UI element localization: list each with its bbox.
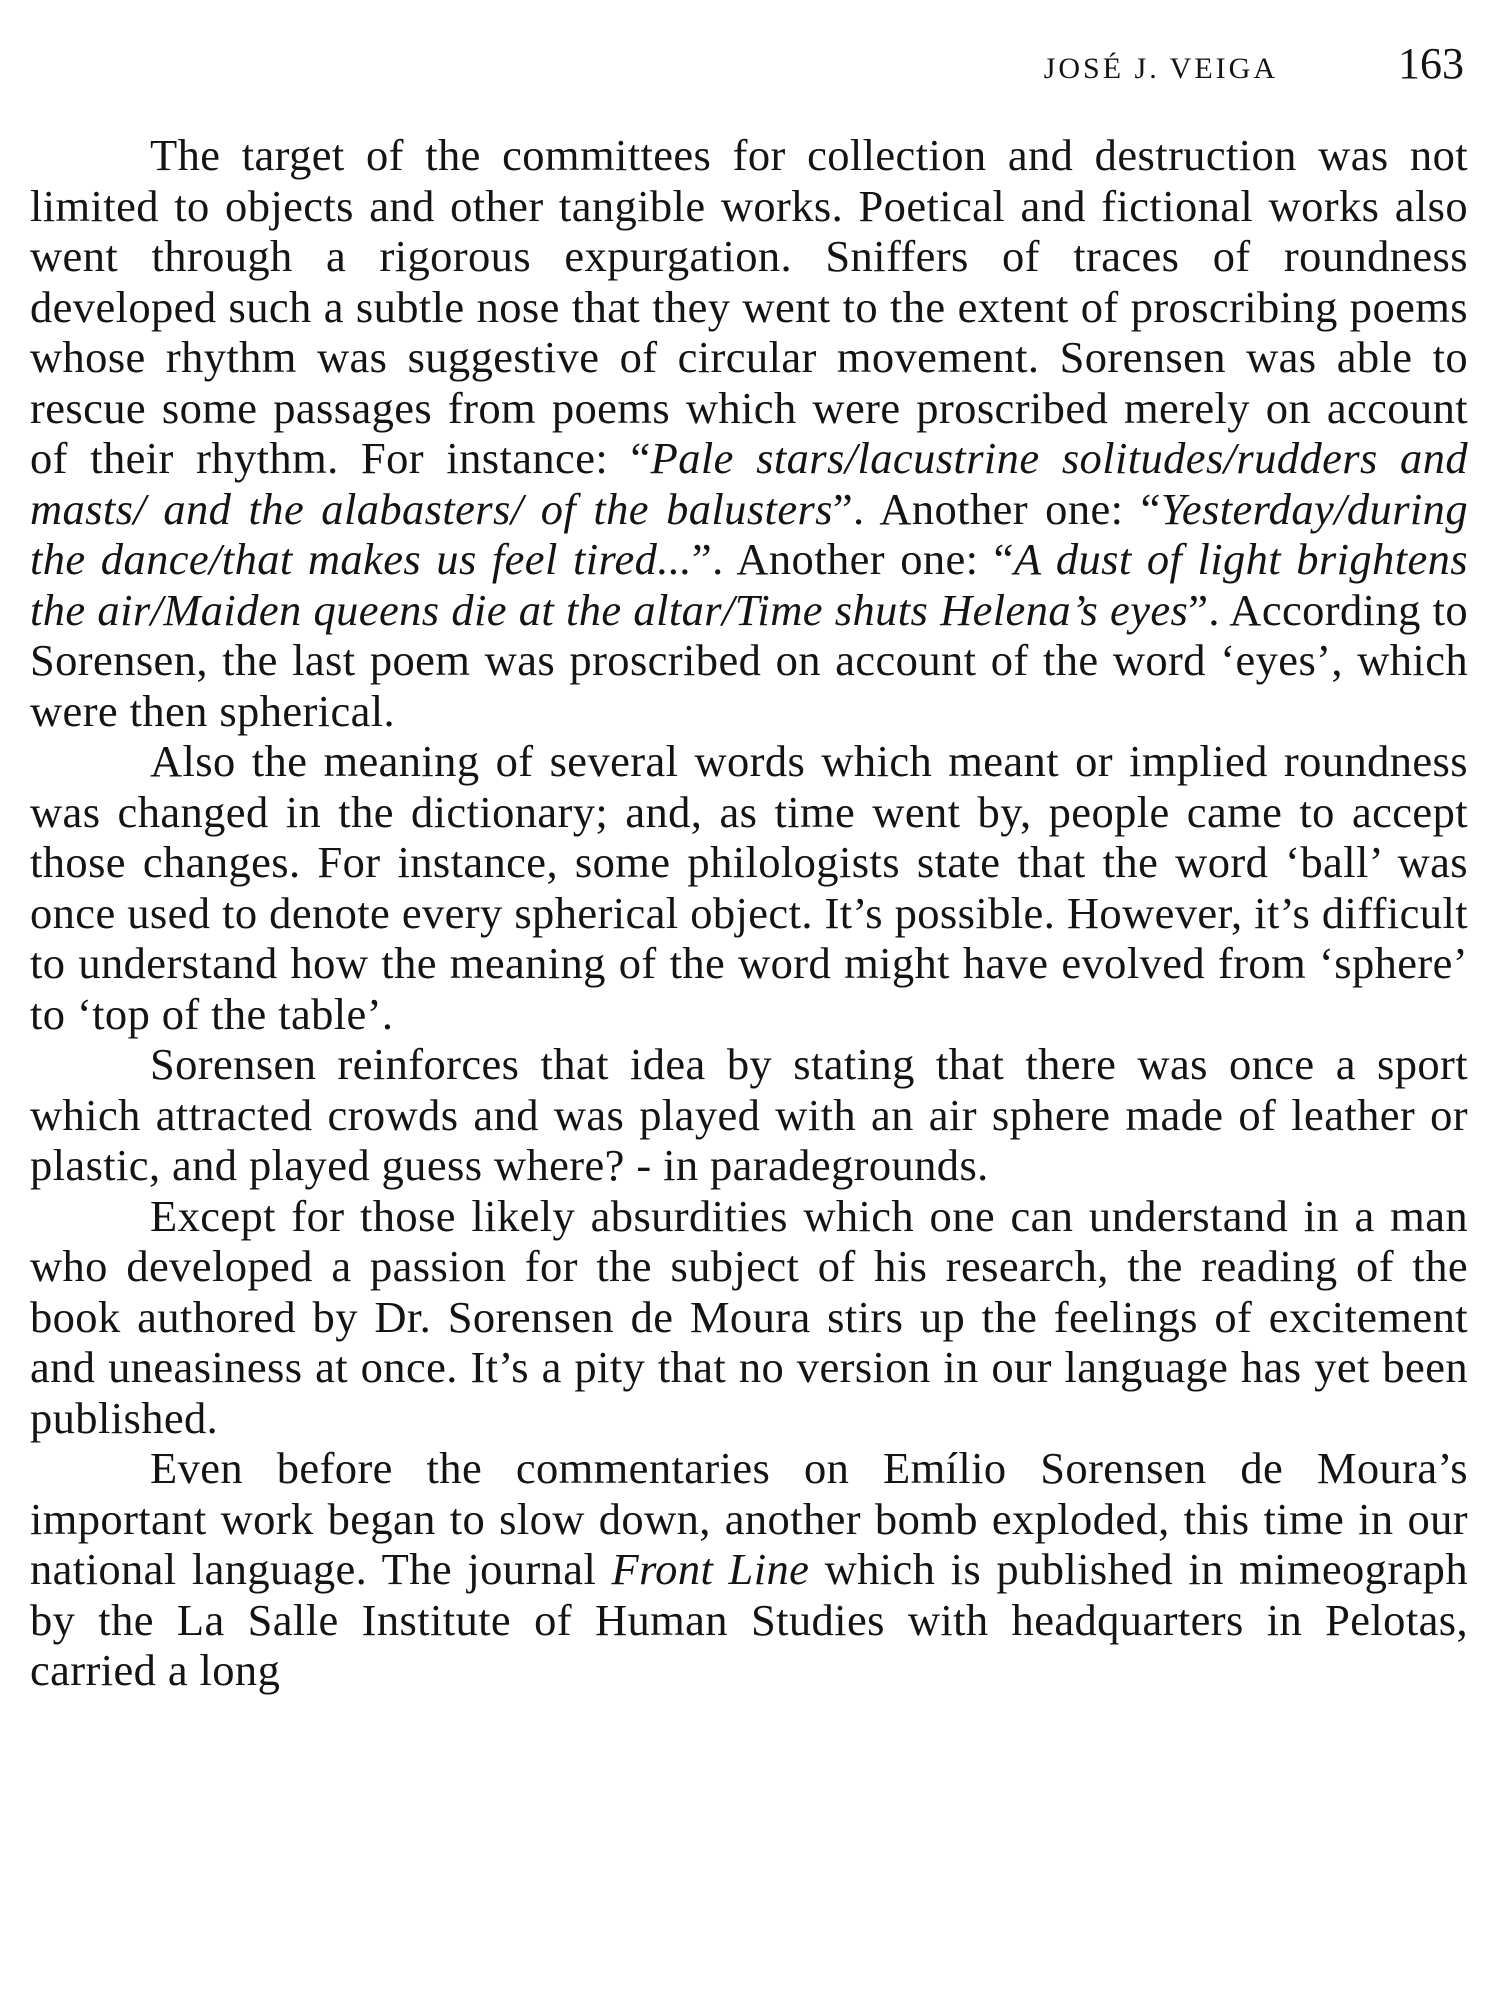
- text-run: The target of the committees for collection and destruction was not limited to objects and other tangible works. Poetical and fictional works also went through a rigorous expurgation. Sniffers of traces of roundness developed such a subtle nose that they went to the extent of proscribing poems whose rhythm was suggestive of circular movement. Sorensen was able to rescue some passages from poems which were proscribed merely on account of their rhythm. For instance: “: [30, 130, 1468, 483]
- body-text: [30, 130, 1468, 1696]
- text-run: which is published in mimeograph by the La Salle Institute of Human Studies with headquarters in Pelotas, carried a long: [30, 1544, 1468, 1695]
- text-run: ”. According to Sorensen, the last poem was proscribed on account of the word ‘eyes’, which were then spherical.: [30, 584, 1468, 736]
- paragraph-3: [30, 1039, 1468, 1191]
- text-run: ”. Another one: “: [691, 534, 1014, 584]
- running-head-author: JOSÉ J. VEIGA: [1043, 52, 1278, 85]
- paragraph-4: [30, 1191, 1468, 1444]
- text-run: Even before the commentaries on Emílio Sorensen de Moura’s important work began to slow down, another bomb exploded, this time in our national language. The journal: [30, 1443, 1468, 1594]
- poem-quote-2: Yesterday/during the dance/that makes us feel tired...: [30, 483, 1468, 584]
- text-run: Sorensen reinforces that idea by stating that there was once a sport which attracted crowds and was played with an air sphere made of leather or plastic, and played guess where? - in paradegrounds.: [30, 1039, 1468, 1190]
- poem-quote-1: Pale stars/lacustrine solitudes/rudders and masts/ and the alabasters/ of the balusters: [30, 433, 1469, 534]
- text-run: ”. Another one: “: [832, 483, 1161, 534]
- text-run: Also the meaning of several words which meant or implied roundness was changed in the dictionary; and, as time went by, people came to accept those changes. For instance, some philologists state that the word ‘ball’ was once used to denote every spherical object. It’s possible. However, it’s difficult to understand how the meaning of the word might have evolved from ‘sphere’ to ‘top of the table’.: [30, 736, 1468, 1039]
- paragraph-2: [30, 736, 1468, 1039]
- text-run: Except for those likely absurdities which one can understand in a man who developed a passion for the subject of his research, the reading of the book authored by Dr. Sorensen de Moura stirs up the feelings of excitement and uneasiness at once. It’s a pity that no version in our language has yet been published.: [30, 1190, 1468, 1443]
- paragraph-1: [30, 130, 1468, 736]
- poem-quote-3: A dust of light brightens the air/Maiden queens die at the altar/Time shuts Helena’s eyes: [30, 534, 1468, 635]
- page-number: 163: [1398, 39, 1464, 88]
- paragraph-5: [30, 1443, 1468, 1696]
- running-head: [1044, 38, 1464, 89]
- journal-title: Front Line: [611, 1544, 810, 1594]
